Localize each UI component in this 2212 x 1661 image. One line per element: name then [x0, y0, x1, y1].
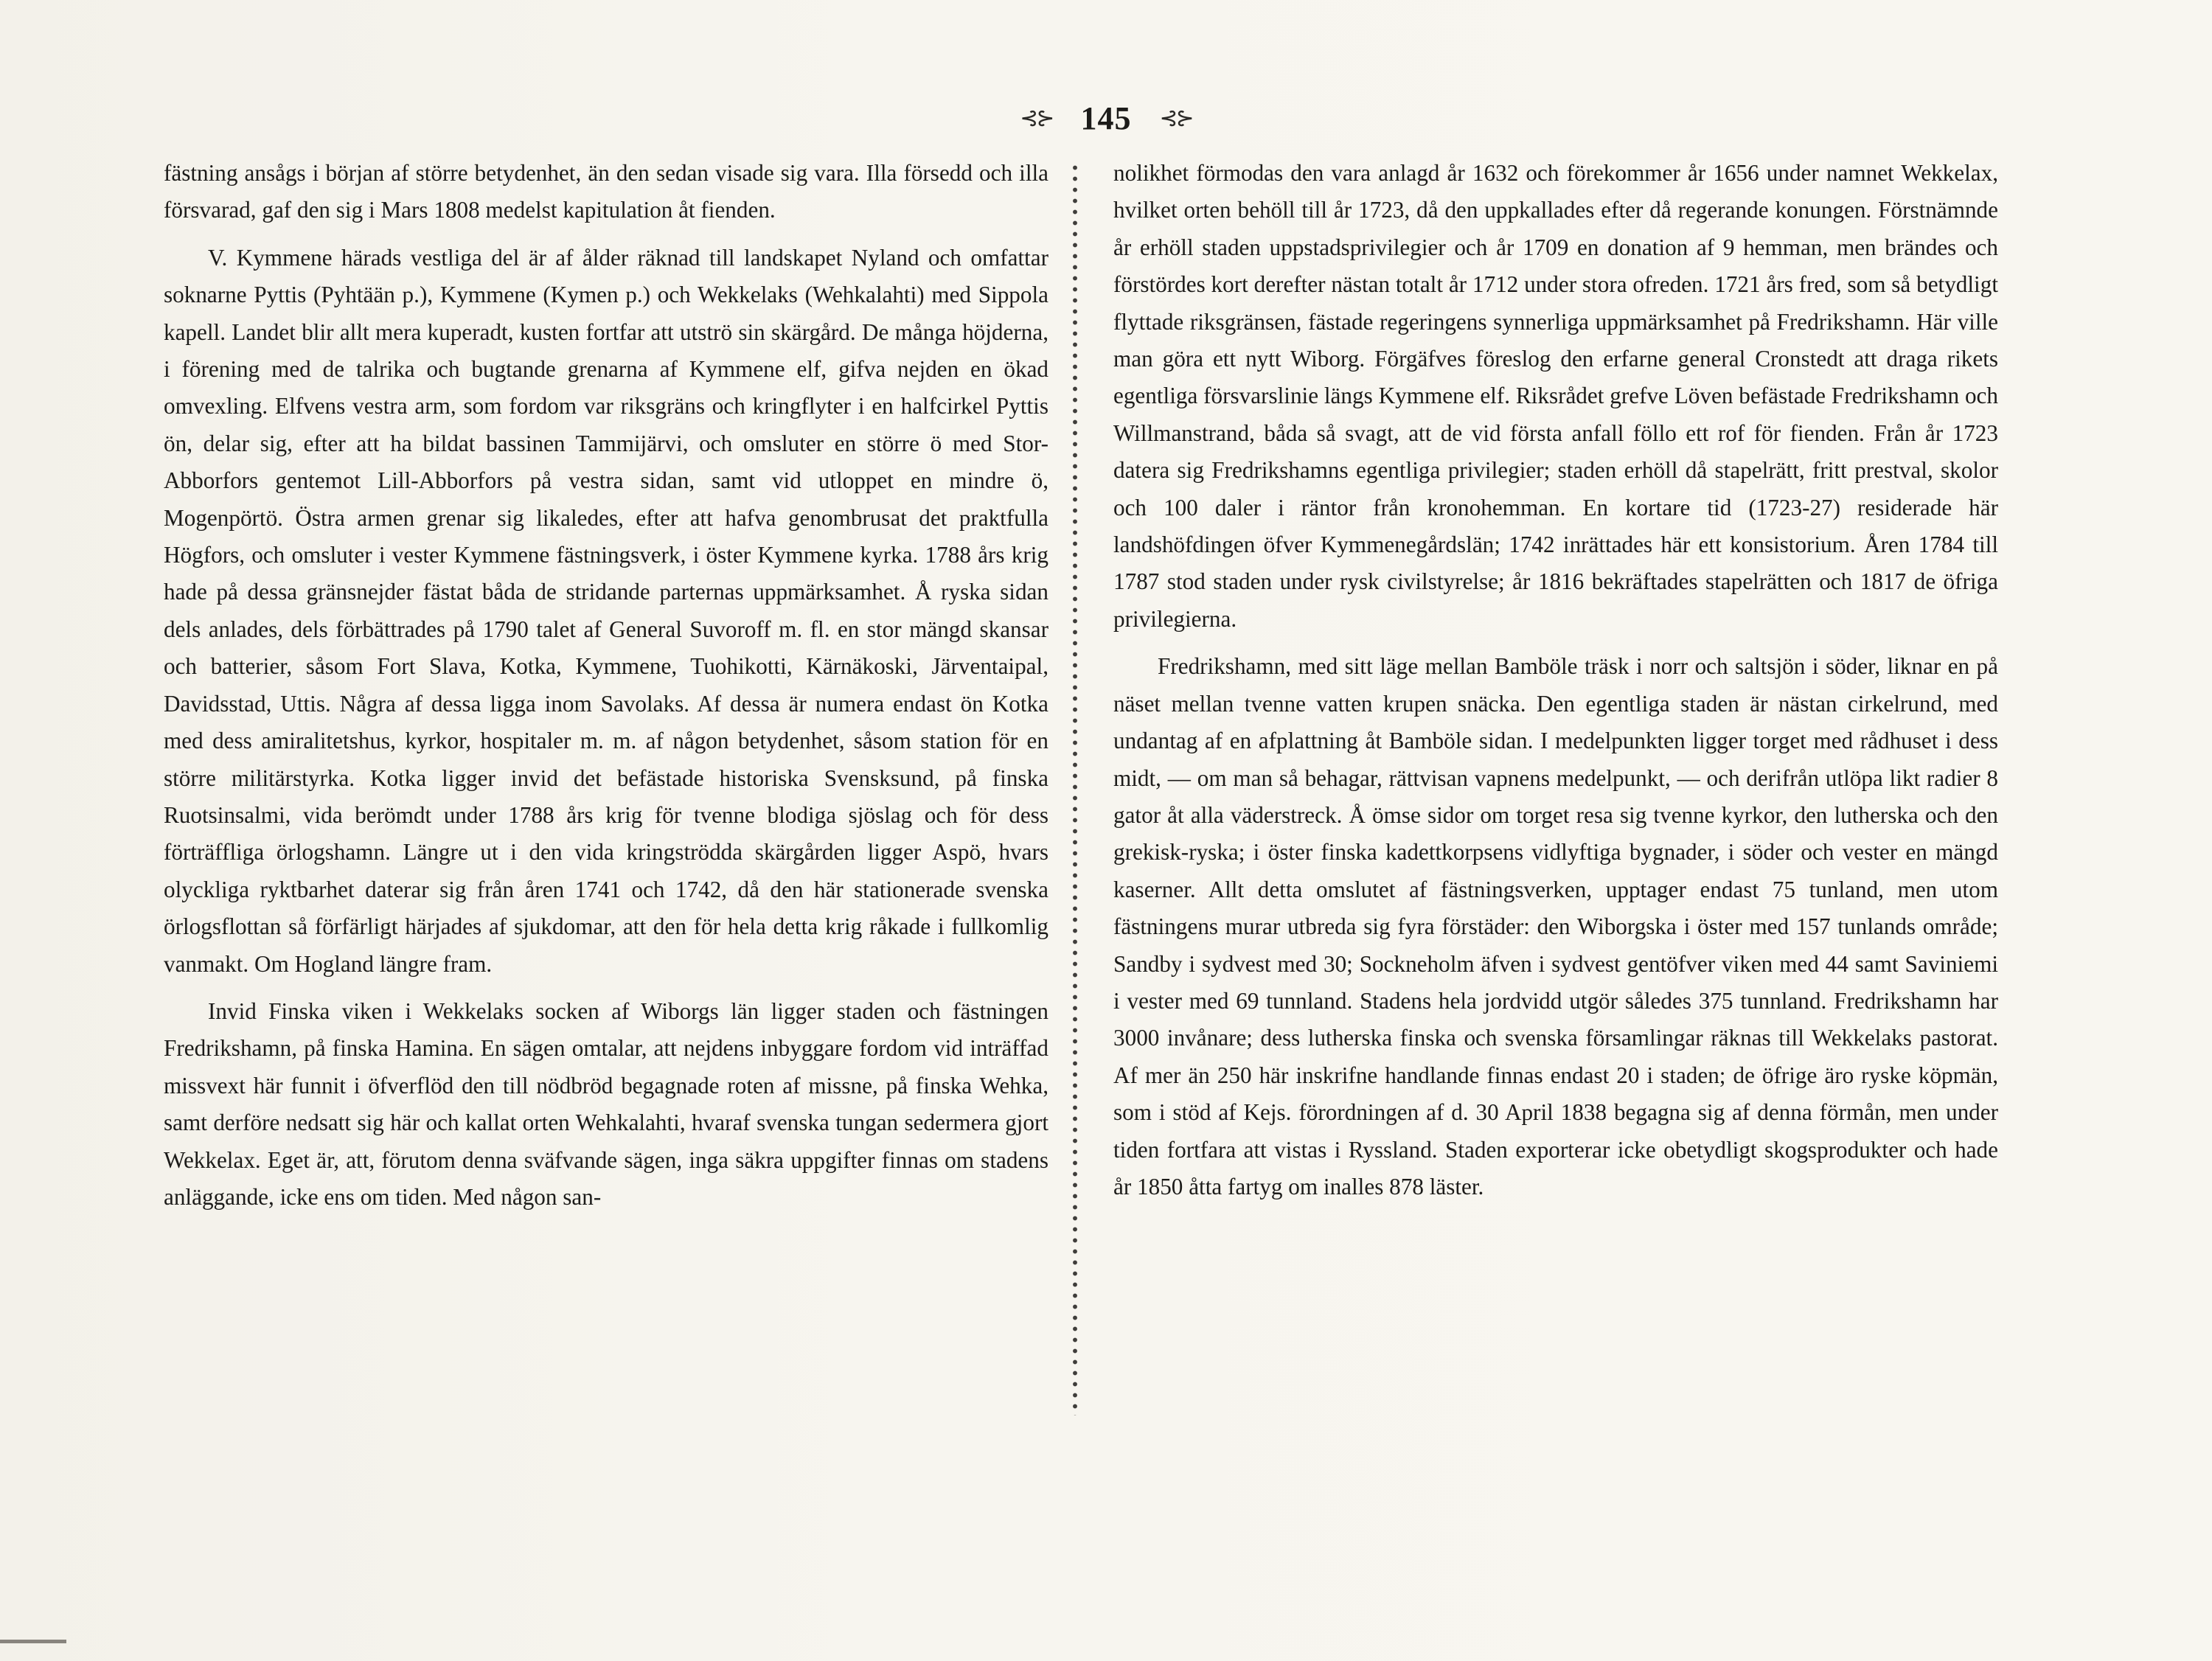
paragraph: fästning ansågs i början af större betydenhet, än den sedan visade sig vara. Illa försedd och illa försvarad, gaf den sig i Mars 1808 medelst kapitulation åt fienden. [164, 160, 1048, 223]
ornament-right-icon: ⊰⊱ [1159, 105, 1192, 130]
paragraph: V. Kymmene härads vestliga del är af ålder räknad till landskapet Nyland och omfattar soknarne Pyttis (Pyhtään p.), Kymmene (Kymen p.) och Wekkelaks (Wehkalahti) med Sippola kapell. Landet blir allt mera kuperadt, kusten fortfar att utströ sin skärgård. De många höjderna, i förening med de talrika och bugtande grenarna af Kymmene elf, gifva nejden en ökad omvexling. Elfvens vestra arm, som fordom var riksgräns och kringflyter i en halfcirkel Pyttis ön, delar sig, efter att ha bildat bassinen Tammijärvi, och omsluter en större ö med Stor-Abborfors gentemot Lill-Abborfors på vestra sidan, samt vid utloppet en mindre ö, Mogenpörtö. Östra armen grenar sig likaledes, efter att hafva genombrusat det praktfulla Högfors, och omsluter i vester Kymmene fästningsverk, i öster Kymmene kyrka. 1788 års krig hade på dessa gränsnejder fästat båda de stridande parternas uppmärksamhet. Å ryska sidan dels anlades, dels förbättrades på 1790 talet af General Suvoroff m. fl. en stor mängd skansar och batterier, såsom Fort Slava, Kotka, Kymmene, Tuohikotti, Kärnäkoski, Järventaipal, Davidsstad, Uttis. Några af dessa ligga inom Savolaks. Af dessa är numera endast ön Kotka med dess amiralitetshus, kyrkor, hospitaler m. m. af någon betydenhet, såsom station för en större militärstyrka. Kotka ligger invid det befästade historiska Svensksund, på finska Ruotsinsalmi, vida berömdt under 1788 års krig för tvenne blodiga sjöslag och för dess förträffliga örlogshamn. Längre ut i den vida kringströdda skärgården ligger Aspö, hvars olyckliga ryktbarhet daterar sig från åren 1741 och 1742, då den här stationerade svenska örlogsflottan så förfärligt härjades af sjukdomar, att den för hela detta krig råkade i fullkomlig vanmakt. Om Hogland längre fram. [164, 244, 1048, 977]
page-header [959, 96, 1253, 140]
page-number: 145 [1080, 100, 1132, 136]
ornament-left-icon: ⊰⊱ [1020, 105, 1053, 130]
page-edge-mark [0, 1640, 66, 1643]
left-text-column [164, 155, 1048, 1216]
right-text-column [1113, 155, 1998, 1205]
column-divider [1071, 162, 1079, 1415]
paragraph: Fredrikshamn, med sitt läge mellan Bamböle träsk i norr och saltsjön i söder, liknar en på näset mellan tvenne vatten krupen snäcka. Den egentliga staden är nästan cirkelrund, med undantag af en afplattning åt Bamböle sidan. I medelpunkten ligger torget med rådhuset i dess midt, — om man så behagar, rättvisan vapnens medelpunkt, — och derifrån utlöpa likt radier 8 gator åt alla väderstreck. Å ömse sidor om torget resa sig tvenne kyrkor, den lutherska och den grekisk-ryska; i öster finska kadettkorpsens vidlyftiga bygnader, i söder och vester en mängd kaserner. Allt detta omslutet af fästningsverken, upptager endast 75 tunland, men utom fästningens murar utbreda sig fyra förstäder: den Wiborgska i öster med 157 tunlands område; Sandby i sydvest med 30; Sockneholm äfven i sydvest gentöfver viken med 44 samt Saviniemi i vester med 69 tunnland. Stadens hela jordvidd utgör således 375 tunnland. Fredrikshamn har 3000 invånare; dess lutherska finska och svenska församlingar räknas till Wekkelaks pastorat. Af mer än 250 här inskrifne handlande finnas endast 20 i staden; de öfrige äro ryske köpmän, som i stöd af Kejs. förordningen af d. 30 April 1838 begagna sig af denna förmån, men under tiden fortfara att vistas i Ryssland. Staden exporterar icke obetydligt skogsprodukter och hade år 1850 åtta fartyg om inalles 878 läster. [1113, 653, 1998, 1199]
paragraph: nolikhet förmodas den vara anlagd år 1632 och förekommer år 1656 under namnet Wekkelax, hvilket orten behöll till år 1723, då den uppkallades efter då regerande konungen. Förstnämnde år erhöll staden uppstadsprivilegier och år 1709 en donation af 9 hemman, men brändes och förstördes kort derefter nästan totalt år 1712 under stora ofreden. 1721 års fred, som så betydligt flyttade riksgränsen, fästade regeringens synnerliga uppmärksamhet på Fredrikshamn. Här ville man göra ett nytt Wiborg. Förgäfves föreslog den erfarne general Cronstedt att draga rikets egentliga försvarslinie längs Kymmene elf. Riksrådet grefve Löven befästade Fredrikshamn och Willmanstrand, båda så svagt, att de vid första anfall föllo ett rof för fienden. Från år 1723 datera sig Fredrikshamns egentliga privilegier; staden erhöll då stapelrätt, fritt prestval, skolor och 100 daler i räntor från kronohemman. En kortare tid (1723-27) residerade här landshöfdingen öfver Kymmenegårdslän; 1742 inrättades här ett konsistorium. Åren 1784 till 1787 stod staden under rysk civilstyrelse; år 1816 bekräftades stapelrätten och 1817 de öfriga privilegierna. [1113, 160, 1998, 632]
paragraph: Invid Finska viken i Wekkelaks socken af Wiborgs län ligger staden och fästningen Fredrikshamn, på finska Hamina. En sägen omtalar, att nejdens inbyggare fordom vid inträffad missvext här funnit i öfverflöd den till nödbröd begagnade roten af missne, på finska Wehka, samt derföre nedsatt sig här och kallat orten Wehkalahti, hvaraf svenska tungan sedermera gjort Wekkelax. Eget är, att, förutom denna sväfvande sägen, inga säkra uppgifter finnas om stadens anläggande, icke ens om tiden. Med någon san- [164, 997, 1048, 1210]
